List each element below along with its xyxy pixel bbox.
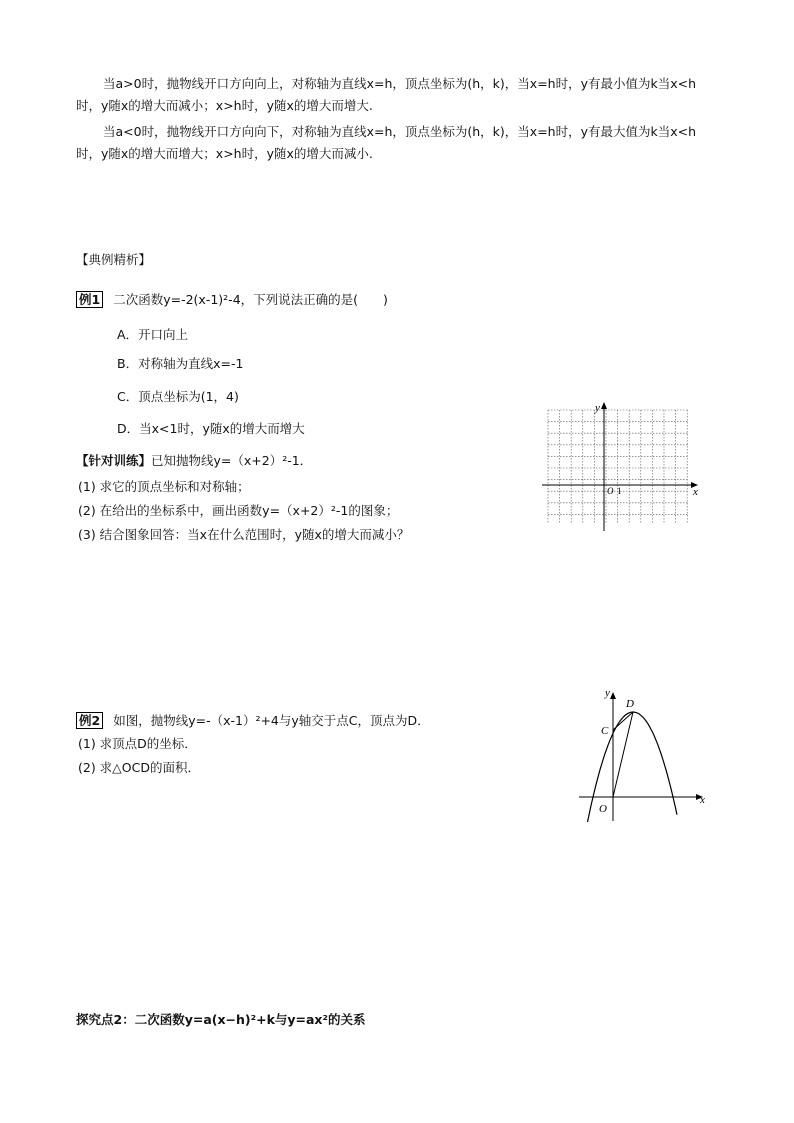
example2-question: 如图，抛物线y=-（x-1）²+4与y轴交于点C，顶点为D． <box>113 713 430 728</box>
example1-option-c: C．顶点坐标为(1，4) <box>117 389 239 404</box>
parabola-origin-label: O <box>599 803 607 815</box>
training-title: 【针对训练】 <box>76 453 152 468</box>
intro-text <box>76 73 718 117</box>
example1-stem-before: 二次函数 <box>113 292 164 307</box>
grid-unit-label: 1 <box>617 486 622 496</box>
example1-option-b: B．对称轴为直线x=-1 <box>117 356 244 371</box>
example2-item-1: (1) 求顶点D的坐标． <box>78 736 197 751</box>
training-item-2: (2) 在给出的坐标系中，画出函数y=（x+2）²-1的图象； <box>78 503 399 518</box>
intro-text-2 <box>76 121 718 165</box>
example1-stem <box>76 290 388 310</box>
y-axis-arrow <box>601 402 607 409</box>
parabola-x-label: x <box>700 794 705 806</box>
example2-item-2: (2) 求△OCD的面积． <box>78 760 200 775</box>
example2-tag: 例2 <box>76 712 103 729</box>
intro-paragraph-2: 当a<0时，抛物线开口方向向下，对称轴为直线x=h，顶点坐标为(h，k)，当x=h时，y有最大值为k当x<h时，y随x的增大而增大；x>h时，y随x的增大而减小. <box>76 124 697 161</box>
explore-heading: 探究点2：二次函数y=a(x−h)²+k与y=ax²的关系 <box>76 1012 366 1027</box>
example1-stem-after: ，下列说法正确的是( ) <box>240 292 388 307</box>
example1-formula: y=-2(x-1)²-4 <box>163 292 241 307</box>
point-d-label: D <box>626 698 634 710</box>
coordinate-grid-figure <box>540 398 705 533</box>
training-question: 已知抛物线y=（x+2）²-1． <box>151 453 313 468</box>
parabola-figure <box>575 682 715 822</box>
segment-od <box>613 712 633 797</box>
segment-cd <box>613 712 633 730</box>
grid-y-label: y <box>595 402 600 414</box>
training-item-1: (1) 求它的顶点坐标和对称轴； <box>78 479 250 494</box>
parabola-y-label: y <box>605 687 610 699</box>
training-stem <box>76 451 312 471</box>
grid-lines <box>548 410 688 524</box>
point-c-label: C <box>601 725 609 737</box>
intro-paragraph-1: 当a>0时，抛物线开口方向向上，对称轴为直线x=h，顶点坐标为(h，k)，当x=h时，y有最小值为k当x<h时，y随x的增大而减小；x>h时，y随x的增大而增大. <box>76 76 697 113</box>
example1-option-a: A．开口向上 <box>117 327 189 342</box>
example1-option-d: D．当x<1时，y随x的增大而增大 <box>117 421 305 436</box>
section-heading: 【典例精析】 <box>76 252 152 267</box>
parabola-y-axis-arrow <box>610 692 616 699</box>
grid-origin-label: O <box>607 486 614 496</box>
example1-tag: 例1 <box>76 291 103 308</box>
example2-stem <box>76 711 430 731</box>
training-item-3: (3) 结合图象回答：当x在什么范围时，y随x的增大而减小？ <box>78 527 410 542</box>
grid-x-label: x <box>693 486 698 498</box>
